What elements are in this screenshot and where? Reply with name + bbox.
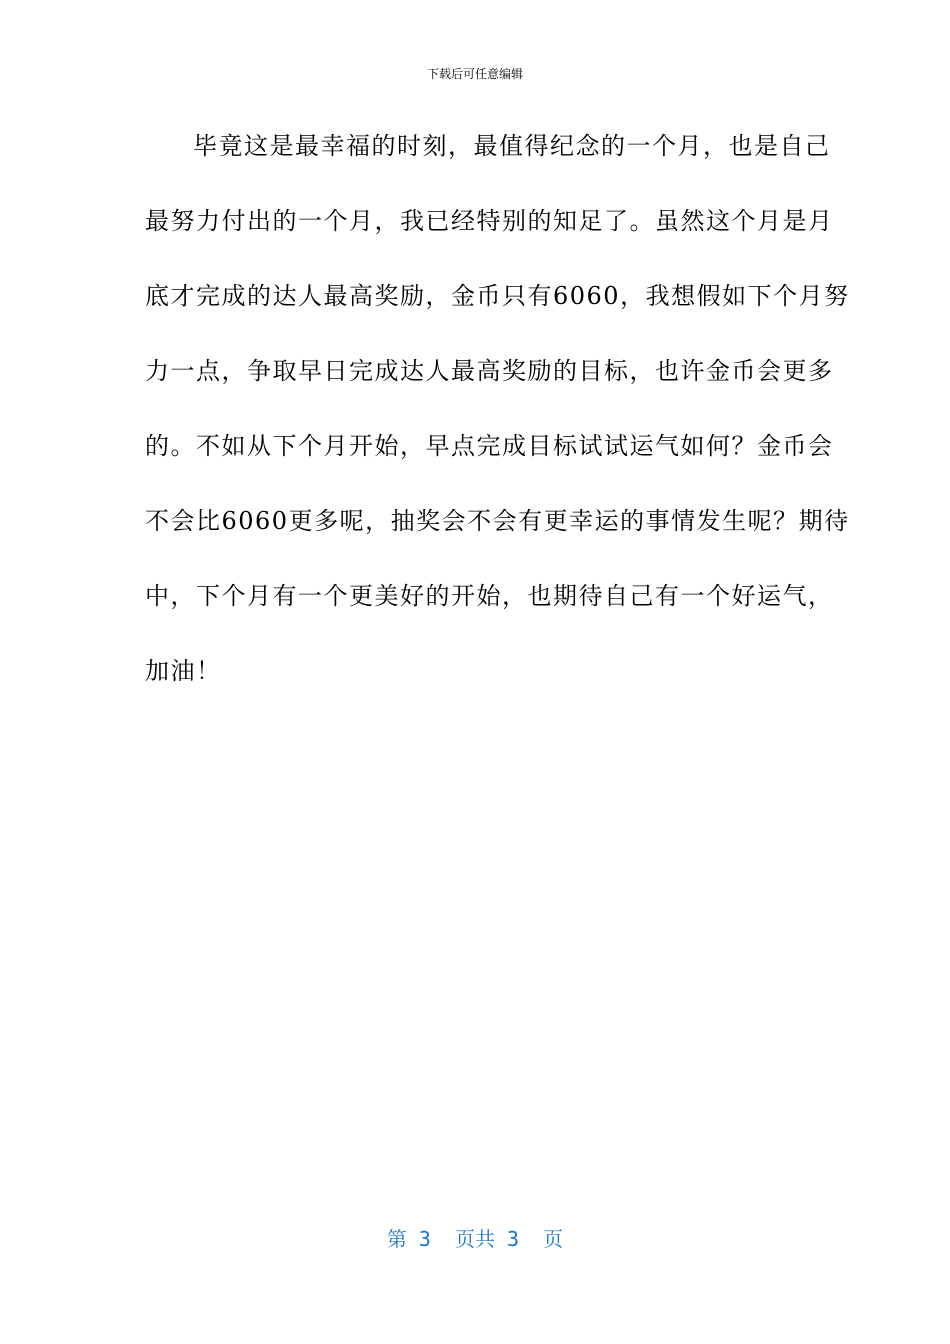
- page-number-footer: 第 3 页共 3 页: [386, 1227, 564, 1251]
- paragraph-line: 最努力付出的一个月，我已经特别的知足了。虽然这个月是月: [145, 207, 834, 235]
- paragraph-line: 毕竟这是最幸福的时刻，最值得纪念的一个月，也是自己: [193, 132, 831, 160]
- paragraph-line: 不会比6060更多呢，抽奖会不会有更幸运的事情发生呢？期待: [145, 507, 850, 535]
- paragraph-line: 中，下个月有一个更美好的开始，也期待自己有一个好运气，: [145, 582, 834, 610]
- paragraph-line: 的。不如从下个月开始，早点完成目标试试运气如何？金币会: [145, 432, 834, 460]
- document-body: [145, 120, 850, 720]
- paragraph-line: 加油！: [145, 657, 222, 685]
- paragraph-line: 力一点，争取早日完成达人最高奖励的目标，也许金币会更多: [145, 357, 834, 385]
- paragraph-line: 底才完成的达人最高奖励，金币只有6060，我想假如下个月努: [145, 282, 850, 310]
- page-header: 下载后可任意编辑: [426, 67, 523, 81]
